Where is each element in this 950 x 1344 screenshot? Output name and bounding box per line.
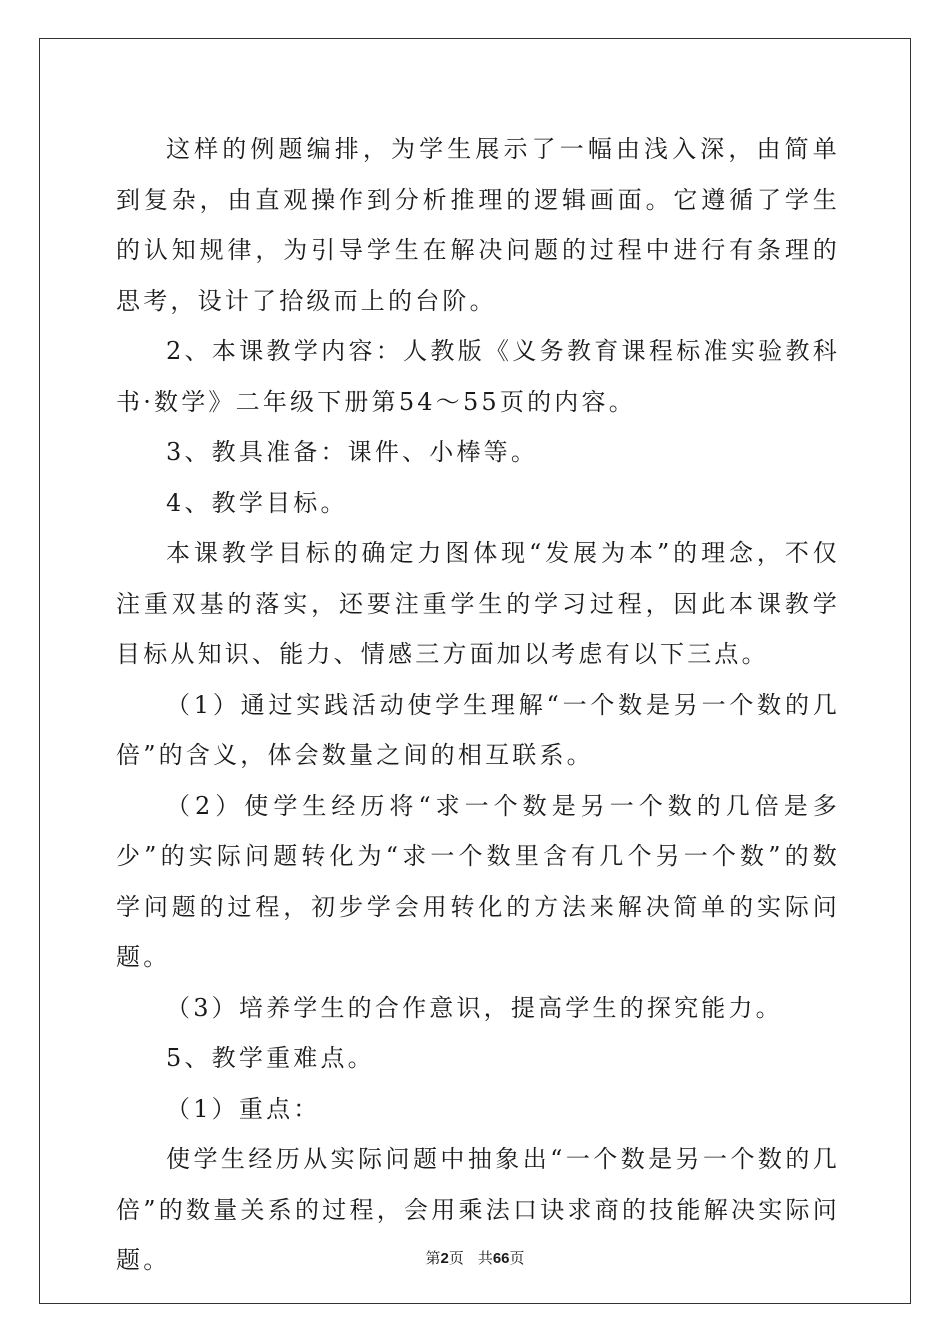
paragraph-key-point-text: 使学生经历从实际问题中抽象出“一个数是另一个数的几倍”的数量关系的过程，会用乘法口诀求商的技能解决实际问题。 — [116, 1145, 840, 1274]
footer-total-prefix: 共 — [477, 1249, 493, 1267]
footer-page-number: 2 — [440, 1250, 449, 1267]
page-footer — [0, 1247, 950, 1268]
document-body — [116, 124, 840, 1286]
paragraph-example-arrangement: 这样的例题编排，为学生展示了一幅由浅入深，由简单到复杂，由直观操作到分析推理的逻辑画面。它遵循了学生的认知规律，为引导学生在解决问题的过程中进行有条理的思考，设计了拾级而上的台阶。 — [116, 135, 840, 315]
paragraph-goals-heading: 4、教学目标。 — [166, 488, 348, 517]
paragraph-teaching-aids: 3、教具准备：课件、小棒等。 — [166, 438, 539, 466]
footer-total-suffix: 页 — [509, 1249, 525, 1267]
footer-page-suffix: 页 — [448, 1249, 464, 1267]
paragraph-goal-3: （3）培养学生的合作意识，提高学生的探究能力。 — [166, 993, 783, 1022]
paragraph-key-points-heading: 5、教学重难点。 — [166, 1044, 375, 1072]
paragraph-lesson-content: 2、本课教学内容：人教版《义务教育课程标准实验教科书·数学》二年级下册第54～55页的内容。 — [116, 337, 840, 416]
footer-total-pages: 66 — [492, 1250, 510, 1267]
paragraph-goal-2: （2）使学生经历将“求一个数是另一个数的几倍是多少”的实际问题转化为“求一个数里含有几个另一个数”的数学问题的过程，初步学会用转化的方法来解决简单的实际问题。 — [116, 791, 840, 971]
paragraph-goal-1: （1）通过实践活动使学生理解“一个数是另一个数的几倍”的含义，体会数量之间的相互联系。 — [116, 690, 840, 769]
footer-page-prefix: 第 — [425, 1249, 441, 1267]
paragraph-goals-intro: 本课教学目标的确定力图体现“发展为本”的理念，不仅注重双基的落实，还要注重学生的学习过程，因此本课教学目标从知识、能力、情感三方面加以考虑有以下三点。 — [116, 539, 840, 668]
paragraph-key-point-label: （1）重点： — [166, 1094, 321, 1123]
